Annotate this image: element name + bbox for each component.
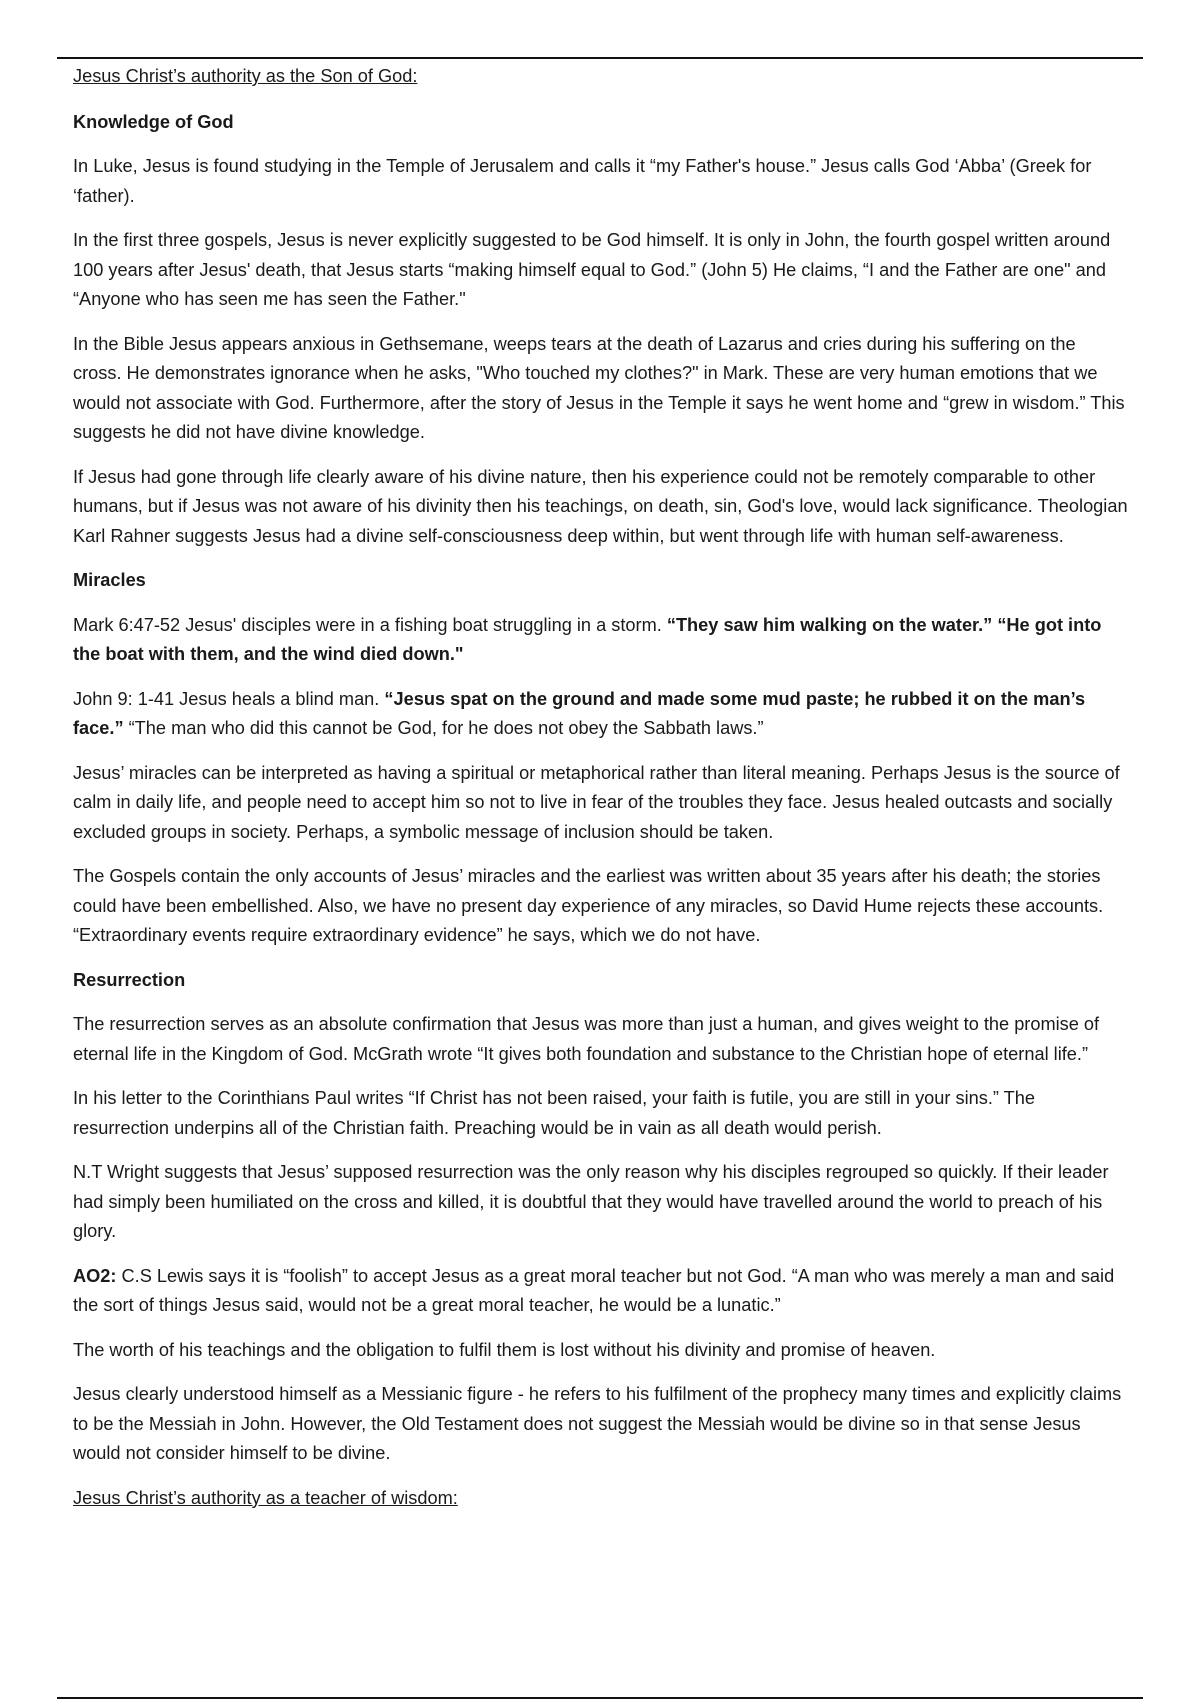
heading-miracles: Miracles — [73, 570, 146, 590]
paragraph: Jesus clearly understood himself as a Messianic figure - he refers to his fulfilment of the prophecy many times and explicitly claims to be the Messiah in John. However, the Old Testament does not suggest the Messiah would be divine so in that sense Jesus would not consider himself to be divine. — [73, 1384, 1122, 1463]
text-run: John 9: 1-41 Jesus heals a blind man. — [73, 688, 385, 709]
bold-quote: “Jesus spat on the ground and made some mud paste; he rubbed it on the man’s face.” — [73, 688, 1086, 738]
paragraph: Jesus’ miracles can be interpreted as having a spiritual or metaphorical rather than literal meaning. Perhaps Jesus is the source of calm in daily life, and people need to accept him so not to live in fear of the troubles they face. Jesus healed outcasts and socially excluded groups in society. Perhaps, a symbolic message of inclusion should be taken. — [73, 762, 1120, 842]
paragraph — [73, 611, 1129, 670]
heading-resurrection: Resurrection — [73, 969, 186, 990]
heading-knowledge-of-god: Knowledge of God — [73, 111, 234, 132]
paragraph: In Luke, Jesus is found studying in the Temple of Jerusalem and calls it “my Father's house.” Jesus calls God ‘Abba’ (Greek for ‘father). — [73, 156, 1092, 206]
text-run: C.S Lewis says it is “foolish” to accept Jesus as a great moral teacher but not God. “A man who was merely a man and said the sort of things Jesus said, would not be a great moral teacher, he would be a lunatic.” — [73, 1265, 1115, 1315]
section-title-teacher-of-wisdom: Jesus Christ’s authority as a teacher of wisdom: — [73, 1487, 458, 1508]
paragraph — [73, 1262, 1129, 1321]
paragraph: The worth of his teachings and the obligation to fulfil them is lost without his divinity and promise of heaven. — [73, 1339, 936, 1360]
document-body — [73, 62, 1129, 1529]
bottom-rule — [57, 1697, 1143, 1699]
paragraph: N.T Wright suggests that Jesus’ supposed resurrection was the only reason why his disciples regrouped so quickly. If their leader had simply been humiliated on the cross and killed, it is doubtful that they would have travelled around the world to preach of his glory. — [73, 1162, 1109, 1241]
paragraph: If Jesus had gone through life clearly aware of his divine nature, then his experience could not be remotely comparable to other humans, but if Jesus was not aware of his divinity then his teachings, on death, sin, God's love, would lack significance. Theologian Karl Rahner suggests Jesus had a divine self-consciousness deep within, but went through life with human self-awareness. — [73, 466, 1128, 546]
paragraph: The resurrection serves as an absolute confirmation that Jesus was more than just a human, and gives weight to the promise of eternal life in the Kingdom of God. McGrath wrote “It gives both foundation and substance to the Christian hope of eternal life.” — [73, 1014, 1100, 1064]
text-run: Mark 6:47-52 Jesus' disciples were in a fishing boat struggling in a storm. — [73, 614, 667, 635]
paragraph: In the Bible Jesus appears anxious in Gethsemane, weeps tears at the death of Lazarus and cries during his suffering on the cross. He demonstrates ignorance when he asks, "Who touched my clothes?" in Mark. These are very human emotions that we would not associate with God. Furthermore, after the story of Jesus in the Temple it says he went home and “grew in wisdom.” This suggests he did not have divine knowledge. — [73, 333, 1125, 442]
paragraph: In the first three gospels, Jesus is never explicitly suggested to be God himself. It is only in John, the fourth gospel written around 100 years after Jesus' death, that Jesus starts “making himself equal to God.” (John 5) He claims, “I and the Father are one" and “Anyone who has seen me has seen the Father." — [73, 230, 1111, 309]
paragraph: The Gospels contain the only accounts of Jesus’ miracles and the earliest was written about 35 years after his death; the stories could have been embellished. Also, we have no present day experience of any miracles, so David Hume rejects these accounts. “Extraordinary events require extraordinary evidence” he says, which we do not have. — [73, 866, 1104, 945]
top-rule — [57, 57, 1143, 59]
bold-quote: “They saw him walking on the water.” “He got into the boat with them, and the wind died down." — [73, 614, 1102, 664]
text-run: “The man who did this cannot be God, for he does not obey the Sabbath laws.” — [123, 718, 764, 738]
paragraph: In his letter to the Corinthians Paul writes “If Christ has not been raised, your faith is futile, you are still in your sins.” The resurrection underpins all of the Christian faith. Preaching would be in vain as all death would perish. — [73, 1088, 1036, 1138]
section-title-son-of-god: Jesus Christ’s authority as the Son of God: — [73, 66, 418, 86]
ao2-label: AO2: — [73, 1265, 117, 1286]
paragraph — [73, 685, 1129, 744]
